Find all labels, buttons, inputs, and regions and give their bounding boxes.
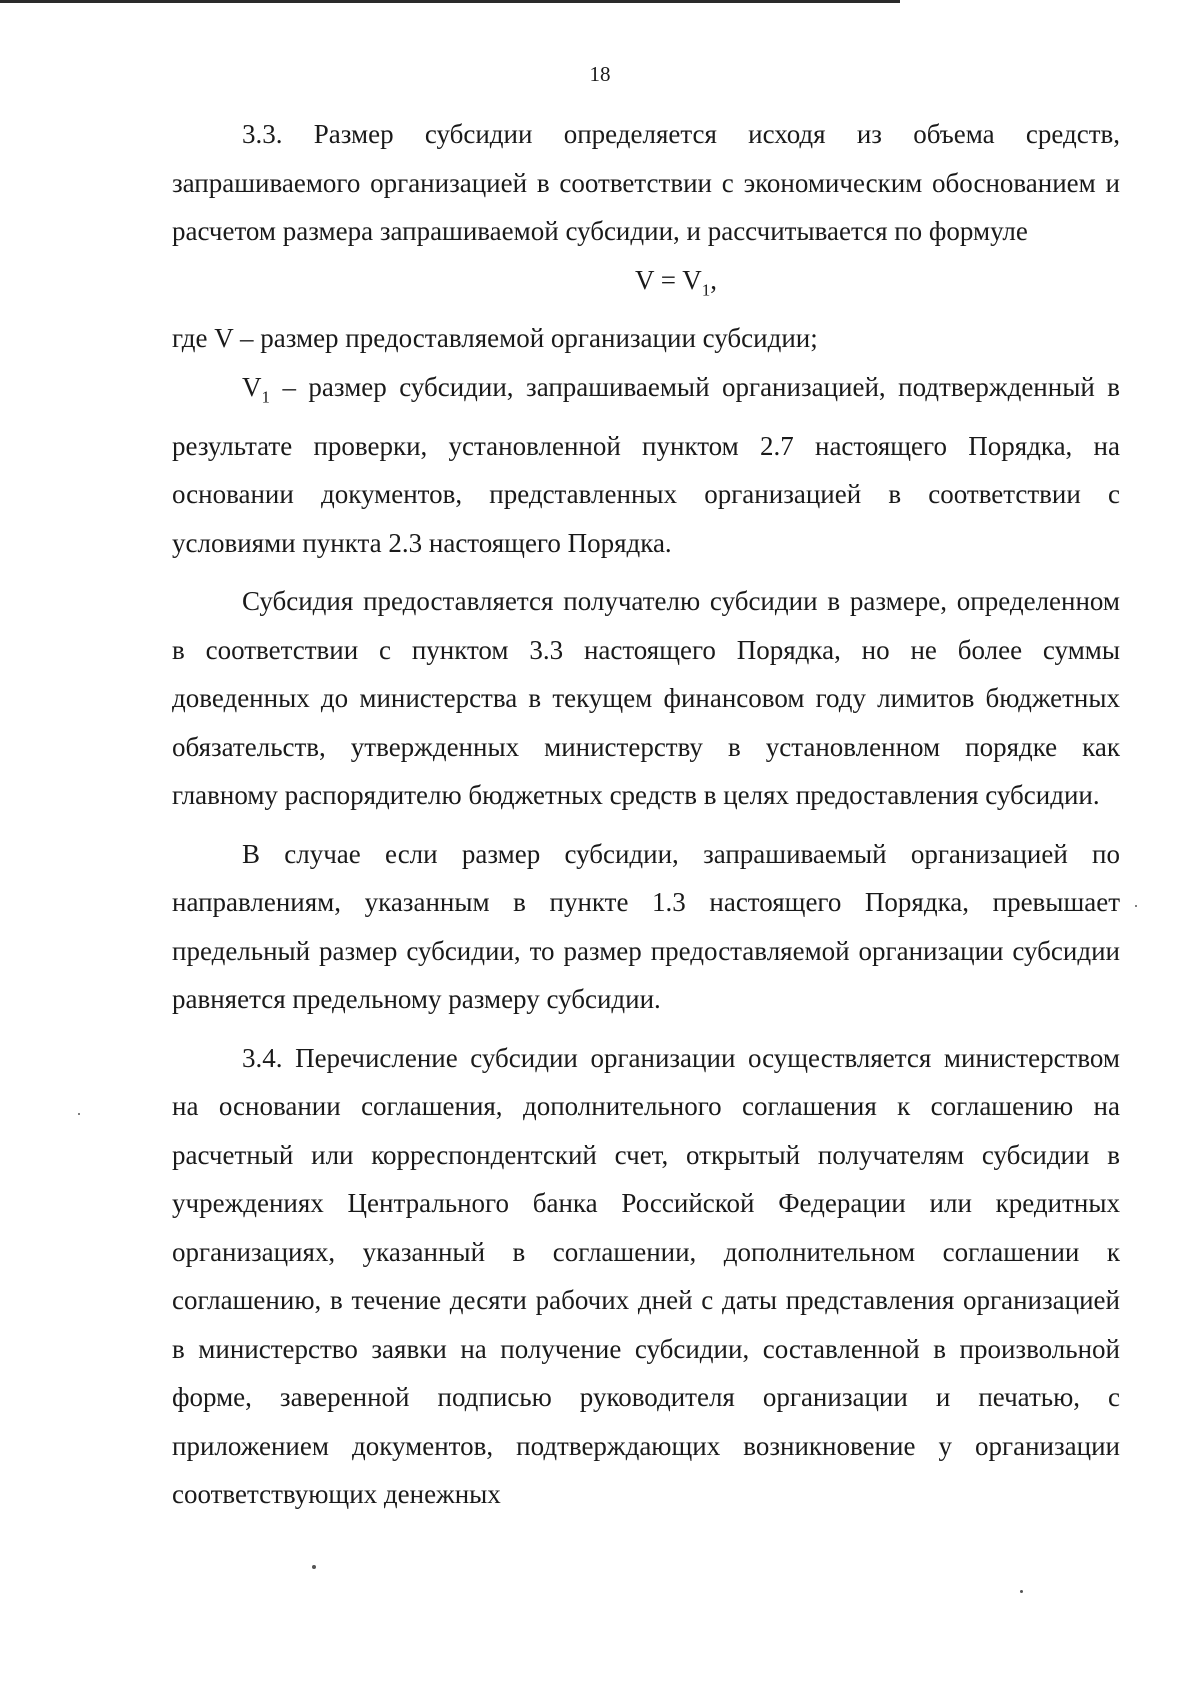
paragraph-subsidy-limit: Субсидия предоставляется получателю субсидии в размере, определенном в соответствии с пунктом 3.3 настоящего Порядка, но не более суммы доведенных до министерства в текущем финансовом году лимитов бюджетных обязательств, утвержденных министерству в установленном порядке как главному распорядителю бюджетных средств в целях предоставления субсидии. [172, 586, 1120, 811]
paragraph-where-v: где V – размер предоставляемой организации субсидии; [172, 323, 818, 354]
paragraph-exceeds-limit: В случае если размер субсидии, запрашиваемый организацией по направлениям, указанным в пункте 1.3 настоящего Порядка, превышает предельный размер субсидии, то размер предоставляемой организации субсидии равняется предельному размеру субсидии. [172, 838, 1120, 1015]
v1-definition: – размер субсидии, запрашиваемый организацией, подтвержденный в результате проверки, установленной пунктом 2.7 настоящего Порядка, на основании документов, представленных организацией в соответствии с условиями пункта 2.3 настоящего Порядка. [172, 371, 1120, 558]
paragraph-3-4: 3.4. Перечисление субсидии организации осуществляется министерством на основании соглашения, дополнительного соглашения к соглашению на расчетный или корреспондентский счет, открытый получателям субсидии в учреждениях Центрального банка Российской Федерации или кредитных организациях, указанный в соглашении, дополнительном соглашении к соглашению, в течение десяти рабочих дней с даты представления организацией в министерство заявки на получение субсидии, составленной в произвольной форме, заверенной подписью руководителя организации и печатью, с приложением документов, подтверждающих возникновение у организации соответствующих денежных [172, 1042, 1120, 1510]
scan-speck [78, 1113, 80, 1115]
v1-subscript: 1 [261, 387, 270, 407]
scan-speck [312, 1565, 316, 1569]
formula-subscript: 1 [701, 279, 711, 299]
document-body [172, 110, 1120, 1519]
formula [172, 256, 1120, 315]
paragraph-v1 [172, 363, 1120, 567]
formula-tail: , [710, 264, 717, 295]
formula-main: V = V [635, 264, 702, 295]
scan-speck [1135, 905, 1137, 907]
v1-symbol: V [242, 371, 262, 402]
paragraph-3-3: 3.3. Размер субсидии определяется исходя из объема средств, запрашиваемого организацией в соответствии с экономическим обоснованием и расчетом размера запрашиваемой субсидии, и рассчитывается по формуле [172, 119, 1120, 246]
scan-top-edge [0, 0, 900, 3]
page-number: 18 [589, 62, 611, 86]
scan-speck [1020, 1590, 1023, 1593]
